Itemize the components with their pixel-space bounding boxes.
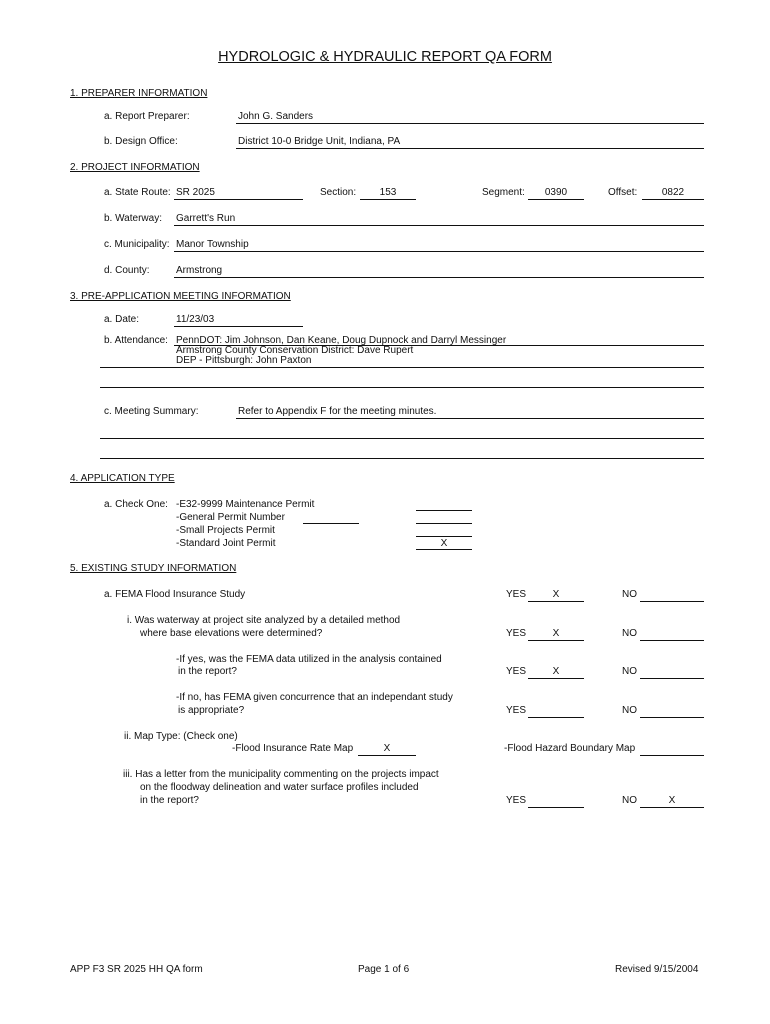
segment-value: 0390 [544, 187, 568, 198]
section-2-heading: 2. PROJECT INFORMATION [70, 162, 200, 173]
offset-label: Offset: [608, 187, 638, 198]
fema-study-label: a. FEMA Flood Insurance Study [104, 589, 246, 600]
option-standard-joint-permit: -Standard Joint Permit [176, 538, 276, 549]
check-one-label: a. Check One: [104, 499, 168, 510]
section-4-heading: 4. APPLICATION TYPE [70, 473, 175, 484]
standard-joint-mark[interactable]: X [440, 538, 448, 549]
section-5-heading: 5. EXISTING STUDY INFORMATION [70, 563, 237, 574]
offset-underline [642, 199, 704, 200]
question-i-no-line[interactable] [640, 640, 704, 641]
section-underline [360, 199, 416, 200]
fema-yes-line[interactable] [528, 601, 584, 602]
attendance-line-2: Armstrong County Conservation District: Dave Rupert [176, 345, 414, 356]
office-value: District 10-0 Bridge Unit, Indiana, PA [238, 136, 401, 147]
section-label: Section: [320, 187, 357, 198]
preparer-underline [236, 123, 704, 124]
question-iii-yes-line[interactable] [528, 807, 584, 808]
question-i-yes-mark[interactable]: X [552, 628, 560, 639]
question-if-no-line-1: -If no, has FEMA given concurrence that an independant study [176, 692, 453, 703]
question-iii-no-mark[interactable]: X [668, 795, 676, 806]
question-iii-line-1: iii. Has a letter from the municipality commenting on the projects impact [123, 769, 439, 780]
question-iii-yes-label: YES [506, 795, 527, 806]
question-if-no-no-line[interactable] [640, 717, 704, 718]
attendance-underline-3 [100, 387, 704, 388]
question-if-yes-line-1: -If yes, was the FEMA data utilized in the analysis contained [176, 654, 442, 665]
waterway-underline [174, 225, 704, 226]
question-if-yes-no-line[interactable] [640, 678, 704, 679]
fema-no-label: NO [622, 589, 637, 600]
route-label: a. State Route: [104, 187, 171, 198]
summary-underline-1 [236, 418, 704, 419]
question-iii-no-line[interactable] [640, 807, 704, 808]
question-if-no-yes-line[interactable] [528, 717, 584, 718]
fhbm-label: -Flood Hazard Boundary Map [504, 743, 636, 754]
standard-joint-checkline[interactable] [416, 549, 472, 550]
question-if-no-line-2: is appropriate? [178, 705, 245, 716]
route-underline [174, 199, 303, 200]
question-iii-line-2: on the floodway delineation and water surface profiles included [140, 782, 419, 793]
option-general-permit: -General Permit Number [176, 512, 285, 523]
office-label: b. Design Office: [104, 136, 178, 147]
question-if-no-yes-label: YES [506, 705, 527, 716]
office-underline [236, 148, 704, 149]
question-if-yes-yes-mark[interactable]: X [552, 666, 560, 677]
footer-page-number: Page 1 of 6 [358, 964, 410, 975]
waterway-value: Garrett's Run [176, 213, 236, 224]
general-permit-checkline[interactable] [416, 523, 472, 524]
attendance-line-3: DEP - Pittsburgh: John Paxton [176, 355, 312, 366]
question-i-line-2: where base elevations were determined? [140, 628, 323, 639]
map-type-label: ii. Map Type: (Check one) [124, 731, 238, 742]
footer-revision-date: Revised 9/15/2004 [615, 964, 699, 975]
summary-label: c. Meeting Summary: [104, 406, 199, 417]
waterway-label: b. Waterway: [104, 213, 162, 224]
summary-value: Refer to Appendix F for the meeting minutes. [238, 406, 437, 417]
general-permit-number-field[interactable] [303, 523, 359, 524]
question-if-no-no-label: NO [622, 705, 637, 716]
summary-underline-2 [100, 438, 704, 439]
question-if-yes-no-label: NO [622, 666, 637, 677]
question-iii-line-3: in the report? [140, 795, 199, 806]
county-value: Armstrong [176, 265, 223, 276]
municipality-value: Manor Township [176, 239, 249, 250]
fema-yes-label: YES [506, 589, 527, 600]
municipality-label: c. Municipality: [104, 239, 170, 250]
fema-no-line[interactable] [640, 601, 704, 602]
summary-underline-3 [100, 458, 704, 459]
fema-yes-mark[interactable]: X [552, 589, 560, 600]
maintenance-permit-checkline[interactable] [416, 510, 472, 511]
attendance-underline-1 [174, 345, 704, 346]
question-if-yes-line-2: in the report? [178, 666, 237, 677]
question-if-yes-yes-label: YES [506, 666, 527, 677]
preparer-value: John G. Sanders [238, 111, 314, 122]
offset-value: 0822 [661, 187, 685, 198]
section-value: 153 [379, 187, 397, 198]
question-i-line-1: i. Was waterway at project site analyzed by a detailed method [127, 615, 401, 626]
section-3-heading: 3. PRE-APPLICATION MEETING INFORMATION [70, 291, 291, 302]
date-label: a. Date: [104, 314, 140, 325]
question-i-yes-line[interactable] [528, 640, 584, 641]
route-value: SR 2025 [176, 187, 215, 198]
question-if-yes-yes-line[interactable] [528, 678, 584, 679]
county-label: d. County: [104, 265, 150, 276]
segment-underline [528, 199, 584, 200]
fhbm-line[interactable] [640, 755, 704, 756]
small-projects-checkline[interactable] [416, 536, 472, 537]
attendance-underline-2 [100, 367, 704, 368]
attendance-line-1: PennDOT: Jim Johnson, Dan Keane, Doug Dupnock and Darryl Messinger [176, 335, 507, 346]
section-1-heading: 1. PREPARER INFORMATION [70, 88, 208, 99]
option-maintenance-permit: -E32-9999 Maintenance Permit [176, 499, 315, 510]
segment-label: Segment: [482, 187, 525, 198]
question-i-yes-label: YES [506, 628, 527, 639]
attendance-label: b. Attendance: [104, 335, 168, 346]
date-value: 11/23/03 [176, 314, 215, 325]
question-i-no-label: NO [622, 628, 637, 639]
option-small-projects-permit: -Small Projects Permit [176, 525, 275, 536]
question-iii-no-label: NO [622, 795, 637, 806]
footer-form-id: APP F3 SR 2025 HH QA form [70, 964, 203, 975]
firm-label: -Flood Insurance Rate Map [232, 743, 354, 754]
form-title: HYDROLOGIC & HYDRAULIC REPORT QA FORM [218, 49, 552, 65]
county-underline [174, 277, 704, 278]
date-underline [174, 326, 303, 327]
preparer-label: a. Report Preparer: [104, 111, 190, 122]
municipality-underline [174, 251, 704, 252]
firm-line[interactable] [358, 755, 416, 756]
firm-mark[interactable]: X [383, 743, 391, 754]
